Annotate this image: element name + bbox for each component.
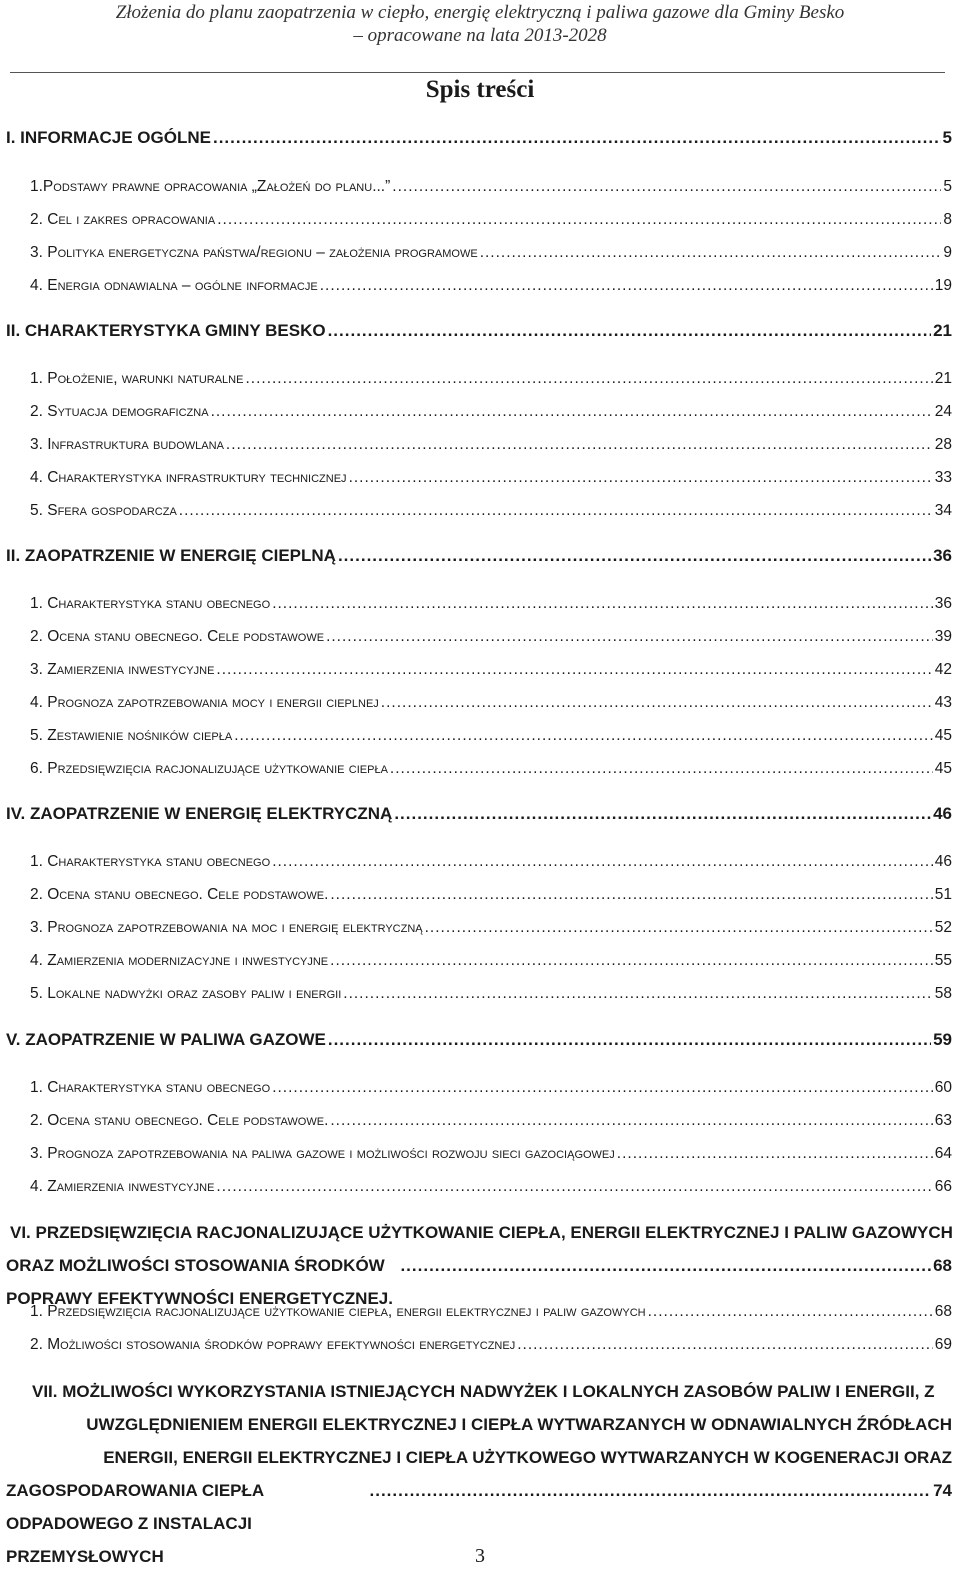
toc-entry-label: II. ZAOPATRZENIE W ENERGIĘ CIEPLNĄ	[6, 546, 336, 565]
toc-entry-page: 68	[933, 1256, 952, 1275]
page-title: Spis treści	[425, 76, 535, 103]
toc-entry-label: 1. Przedsięwzięcia racjonalizujące użytkowanie ciepła, energii elektrycznej i paliw gazowych	[30, 1303, 646, 1320]
toc-entry-page: 52	[934, 919, 952, 936]
header-rule	[10, 72, 945, 73]
leader-dots	[328, 321, 932, 341]
toc-entry[interactable]	[30, 370, 952, 388]
toc-entry-label: 1.Podstawy prawne opracowania „Założeń do planu...”	[30, 178, 391, 195]
leader-dots	[338, 546, 931, 566]
toc-entry[interactable]	[30, 178, 952, 196]
toc-entry-label: 3. Infrastruktura budowlana	[30, 436, 224, 453]
leader-dots	[326, 628, 933, 646]
toc-entry-page: 63	[934, 1112, 952, 1129]
leader-dots	[370, 1474, 932, 1507]
toc-entry-label-line: ZAGOSPODAROWANIA CIEPŁA ODPADOWEGO Z INSTALACJI PRZEMYSŁOWYCH	[6, 1481, 264, 1566]
toc-entry[interactable]	[6, 321, 952, 341]
toc-entry-label-line: ENERGII, ENERGII ELEKTRYCZNEJ I CIEPŁA UŻYTKOWEGO WYTWARZANYCH W KOGENERACJI ORAZ	[103, 1448, 952, 1467]
toc-entry-page: 19	[934, 277, 952, 294]
toc-entry-page: 43	[934, 694, 952, 711]
toc-entry-label: 4. Prognoza zapotrzebowania mocy i energii cieplnej	[30, 694, 379, 711]
leader-dots	[617, 1145, 933, 1163]
toc-entry[interactable]	[6, 546, 952, 566]
leader-dots	[213, 128, 941, 148]
leader-dots	[272, 1079, 933, 1097]
toc-entry-label: 4. Energia odnawialna – ogólne informacje	[30, 277, 318, 294]
header-line-2: – opracowane na lata 2013-2028	[353, 25, 607, 46]
toc-entry-page: 5	[943, 178, 952, 195]
toc-entry[interactable]	[30, 244, 952, 262]
toc-entry[interactable]	[30, 277, 952, 295]
leader-dots	[330, 1112, 932, 1130]
toc-entry-label: 3. Prognoza zapotrzebowania na moc i energię elektryczną	[30, 919, 423, 936]
toc-entry[interactable]	[30, 595, 952, 613]
leader-dots	[392, 178, 941, 196]
toc-entry[interactable]	[30, 502, 952, 520]
toc-entry[interactable]	[30, 886, 952, 904]
toc-entry[interactable]	[6, 1030, 952, 1050]
toc-entry-label: 2. Możliwości stosowania środków poprawy efektywności energetycznej	[30, 1336, 516, 1353]
toc-entry-page: 45	[934, 727, 952, 744]
leader-dots	[320, 277, 933, 295]
leader-dots	[272, 853, 933, 871]
toc-entry-page: 9	[943, 244, 952, 261]
toc-entry[interactable]	[30, 853, 952, 871]
toc-entry[interactable]	[30, 919, 952, 937]
toc-entry-label-line: ORAZ MOŻLIWOŚCI STOSOWANIA ŚRODKÓW POPRAWY EFEKTYWNOŚCI ENERGETYCZNEJ.	[6, 1256, 393, 1308]
toc-entry-label: I. INFORMACJE OGÓLNE	[6, 128, 211, 147]
header-line-1: Złożenia do planu zaopatrzenia w ciepło, energię elektryczną i paliwa gazowe dla Gminy Besko	[115, 2, 845, 23]
toc-entry-page: 64	[934, 1145, 952, 1162]
leader-dots	[517, 1336, 933, 1354]
leader-dots	[425, 919, 933, 937]
toc-entry-page: 36	[934, 595, 952, 612]
toc-entry-page: 21	[933, 321, 952, 340]
toc-entry[interactable]	[30, 661, 952, 679]
toc-entry-label: 3. Polityka energetyczna państwa/regionu – założenia programowe	[30, 244, 478, 261]
toc-entry[interactable]	[30, 436, 952, 454]
toc-entry-label: V. ZAOPATRZENIE W PALIWA GAZOWE	[6, 1030, 326, 1049]
toc-entry[interactable]	[30, 1145, 952, 1163]
toc-entry-label: 6. Przedsięwzięcia racjonalizujące użytkowanie ciepła	[30, 760, 388, 777]
toc-entry-page: 28	[934, 436, 952, 453]
toc-entry-page: 39	[934, 628, 952, 645]
toc-entry[interactable]	[30, 694, 952, 712]
leader-dots	[394, 804, 931, 824]
toc-entry-label: 1. Charakterystyka stanu obecnego	[30, 853, 271, 870]
toc-entry-label-line: VI. PRZEDSIĘWZIĘCIA RACJONALIZUJĄCE UŻYTKOWANIE CIEPŁA, ENERGII ELEKTRYCZNEJ I PALIW GAZOWYCH	[10, 1223, 953, 1242]
toc-entry-label: 3. Zamierzenia inwestycyjne	[30, 661, 215, 678]
toc-entry-label: 5. Lokalne nadwyżki oraz zasoby paliw i energii	[30, 985, 342, 1002]
leader-dots	[381, 694, 933, 712]
toc-entry-label: 2. Cel i zakres opracowania	[30, 211, 216, 228]
toc-entry-label: 2. Sytuacja demograficzna	[30, 403, 209, 420]
toc-entry-page: 46	[933, 804, 952, 823]
toc-entry-page: 46	[934, 853, 952, 870]
leader-dots	[226, 436, 933, 454]
toc-entry-page: 68	[934, 1303, 952, 1320]
leader-dots	[390, 760, 933, 778]
toc-entry-label-line: UWZGLĘDNIENIEM ENERGII ELEKTRYCZNEJ I CIEPŁA WYTWARZANYCH W ODNAWIALNYCH ŹRÓDŁACH	[86, 1415, 952, 1434]
toc-entry-page: 45	[934, 760, 952, 777]
leader-dots	[480, 244, 942, 262]
toc-entry-label: 2. Ocena stanu obecnego. Cele podstawowe.	[30, 1112, 329, 1129]
toc-entry-label: II. CHARAKTERYSTYKA GMINY BESKO	[6, 321, 326, 340]
page-number: 3	[475, 1545, 485, 1567]
toc-entry-label: 5. Sfera gospodarcza	[30, 502, 177, 519]
toc-entry[interactable]	[30, 469, 952, 487]
leader-dots	[216, 661, 932, 679]
leader-dots	[217, 211, 941, 229]
toc-entry-page: 59	[933, 1030, 952, 1049]
leader-dots	[400, 1249, 931, 1282]
toc-entry[interactable]	[6, 128, 952, 148]
toc-entry-page: 36	[933, 546, 952, 565]
toc-entry-page: 33	[934, 469, 952, 486]
toc-entry-page: 42	[934, 661, 952, 678]
toc-entry-page: 55	[934, 952, 952, 969]
toc-entry-label: 3. Prognoza zapotrzebowania na paliwa gazowe i możliwości rozwoju sieci gazociągowej	[30, 1145, 615, 1162]
toc-entry-page: 66	[934, 1178, 952, 1195]
toc-entry-label: 1. Charakterystyka stanu obecnego	[30, 1079, 271, 1096]
leader-dots	[328, 1030, 931, 1050]
toc-entry-page: 21	[934, 370, 952, 387]
toc-entry-page: 8	[943, 211, 952, 228]
toc-entry-label: 4. Zamierzenia modernizacyjne i inwestycyjne	[30, 952, 329, 969]
toc-entry[interactable]	[30, 727, 952, 745]
toc-entry-label: IV. ZAOPATRZENIE W ENERGIĘ ELEKTRYCZNĄ	[6, 804, 393, 823]
toc-entry[interactable]	[30, 211, 952, 229]
toc-entry[interactable]	[6, 804, 952, 824]
leader-dots	[179, 502, 933, 520]
toc-entry-last-line	[6, 1249, 952, 1315]
leader-dots	[216, 1178, 932, 1196]
leader-dots	[245, 370, 932, 388]
toc-entry-label: 2. Ocena stanu obecnego. Cele podstawowe.	[30, 886, 329, 903]
toc-entry-page: 60	[934, 1079, 952, 1096]
leader-dots	[211, 403, 933, 421]
toc-entry-page: 58	[934, 985, 952, 1002]
toc-entry-page: 24	[934, 403, 952, 420]
toc-entry-label: 4. Zamierzenia inwestycyjne	[30, 1178, 215, 1195]
toc-entry[interactable]	[30, 1178, 952, 1196]
toc-entry-label: 2. Ocena stanu obecnego. Cele podstawowe	[30, 628, 325, 645]
toc-entry[interactable]	[30, 1079, 952, 1097]
toc-entry[interactable]	[30, 952, 952, 970]
leader-dots	[330, 886, 932, 904]
toc-entry-label: 1. Charakterystyka stanu obecnego	[30, 595, 271, 612]
leader-dots	[272, 595, 933, 613]
toc-entry[interactable]	[30, 1336, 952, 1354]
toc-entry-label: 5. Zestawienie nośników ciepła	[30, 727, 233, 744]
leader-dots	[349, 469, 933, 487]
toc-entry[interactable]	[30, 985, 952, 1003]
toc-entry[interactable]	[30, 403, 952, 421]
leader-dots	[343, 985, 932, 1003]
toc-entry-section-7[interactable]	[6, 1375, 952, 1573]
toc-entry[interactable]	[30, 628, 952, 646]
leader-dots	[330, 952, 933, 970]
toc-entry-page: 34	[934, 502, 952, 519]
toc-entry-page: 69	[934, 1336, 952, 1353]
toc-entry-page: 5	[942, 128, 952, 147]
toc-entry[interactable]	[30, 760, 952, 778]
toc-entry-label-line: VII. MOŻLIWOŚCI WYKORZYSTANIA ISTNIEJĄCYCH NADWYŻEK I LOKALNYCH ZASOBÓW PALIW I ENERGII, Z	[32, 1382, 935, 1401]
toc-entry-page: 51	[934, 886, 952, 903]
toc-entry-page: 74	[933, 1481, 952, 1500]
toc-entry-section-6[interactable]	[6, 1216, 952, 1315]
leader-dots	[234, 727, 933, 745]
toc-entry-label: 1. Położenie, warunki naturalne	[30, 370, 244, 387]
toc-entry-label: 4. Charakterystyka infrastruktury technicznej	[30, 469, 347, 486]
toc-entry[interactable]	[30, 1112, 952, 1130]
